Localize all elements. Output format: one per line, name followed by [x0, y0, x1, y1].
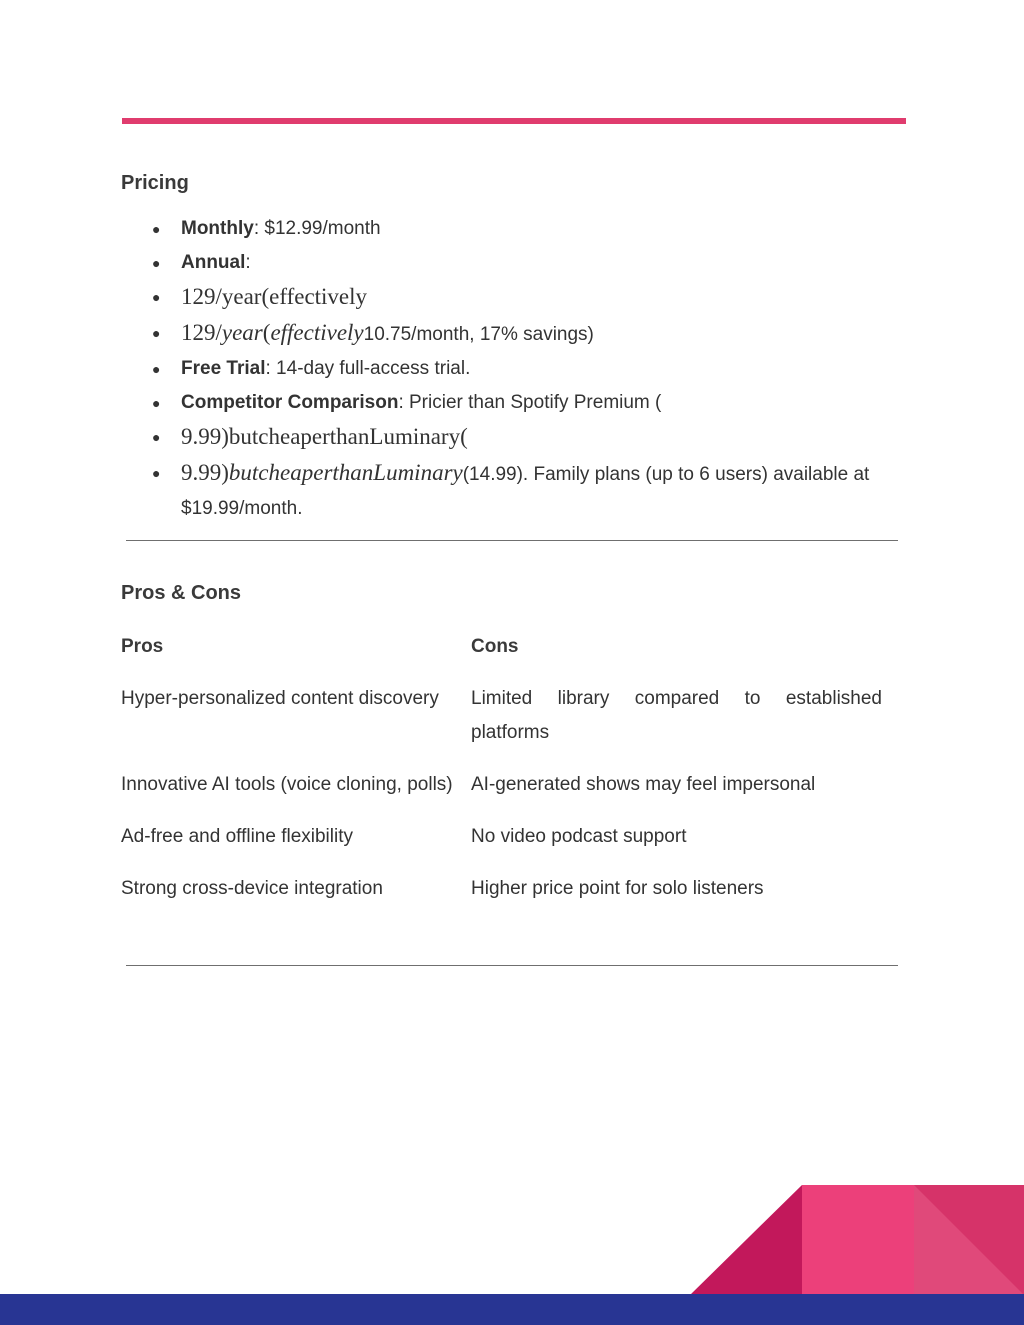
table-row [121, 682, 882, 768]
bullet-dot-icon: ● [152, 325, 161, 341]
competitor-raw-2-italic: butcheaperthanLuminary [228, 460, 463, 485]
footer-band [0, 1294, 1024, 1325]
list-item [152, 420, 892, 456]
competitor-value: : Pricier than Spotify Premium ( [398, 392, 662, 413]
con-cell: No video podcast support [471, 826, 687, 847]
footer-triangle-shape [690, 1185, 802, 1295]
competitor-raw-2-num: 9.99) [181, 460, 229, 485]
pro-cell: Innovative AI tools (voice cloning, polls) [121, 774, 453, 795]
bullet-dot-icon: ● [152, 289, 161, 305]
list-item [152, 246, 892, 280]
annual-label: Annual [181, 252, 246, 273]
competitor-label: Competitor Comparison [181, 392, 399, 413]
table-header-row [121, 630, 882, 682]
annual-raw-2-num: 129/ [181, 320, 222, 345]
footer-square-shape [802, 1185, 914, 1295]
con-cell: AI-generated shows may feel impersonal [471, 774, 816, 795]
annual-raw-2-paren: ( [262, 320, 271, 345]
footer-decoration-graphic [690, 1185, 1024, 1295]
pricing-list [152, 212, 892, 526]
competitor-raw-2-tail: (14.99). Family plans (up to 6 users) available at $19.99/month. [181, 464, 870, 519]
pros-cons-table [121, 630, 882, 924]
pro-cell: Hyper-personalized content discovery [121, 688, 439, 709]
section-divider [126, 965, 898, 966]
trial-label: Free Trial [181, 358, 266, 379]
annual-raw-2-italic-b: effectively [270, 320, 364, 345]
bullet-dot-icon: ● [152, 465, 161, 481]
con-cell: Higher price point for solo listeners [471, 878, 764, 899]
pro-cell: Strong cross-device integration [121, 878, 383, 899]
pro-cell: Ad-free and offline flexibility [121, 826, 353, 847]
bullet-dot-icon: ● [152, 429, 161, 445]
annual-raw-2-tail: 10.75/month, 17% savings) [363, 324, 594, 345]
table-row [121, 768, 882, 820]
annual-raw-1: 129/year(effectively [181, 284, 368, 309]
section-divider [126, 540, 898, 541]
pros-cons-heading: Pros & Cons [121, 582, 242, 604]
competitor-raw-1: 9.99)butcheaperthanLuminary( [181, 424, 468, 449]
annual-value: : [245, 252, 251, 273]
list-item [152, 456, 892, 526]
bullet-dot-icon: ● [152, 395, 161, 411]
con-cell: Limited library compared to established platforms [471, 688, 882, 743]
annual-raw-2-italic-a: year [221, 320, 263, 345]
pricing-heading: Pricing [121, 172, 189, 194]
list-item [152, 386, 892, 420]
trial-value: : 14-day full-access trial. [265, 358, 471, 379]
pros-column-header: Pros [121, 636, 164, 657]
list-item [152, 352, 892, 386]
bullet-dot-icon: ● [152, 255, 161, 271]
monthly-label: Monthly [181, 218, 254, 239]
bullet-dot-icon: ● [152, 361, 161, 377]
table-row [121, 820, 882, 872]
list-item [152, 316, 892, 352]
list-item [152, 212, 892, 246]
top-accent-rule [122, 118, 906, 124]
monthly-value: : $12.99/month [253, 218, 381, 239]
table-row [121, 872, 882, 924]
list-item [152, 280, 892, 316]
bullet-dot-icon: ● [152, 221, 161, 237]
cons-column-header: Cons [471, 636, 519, 657]
